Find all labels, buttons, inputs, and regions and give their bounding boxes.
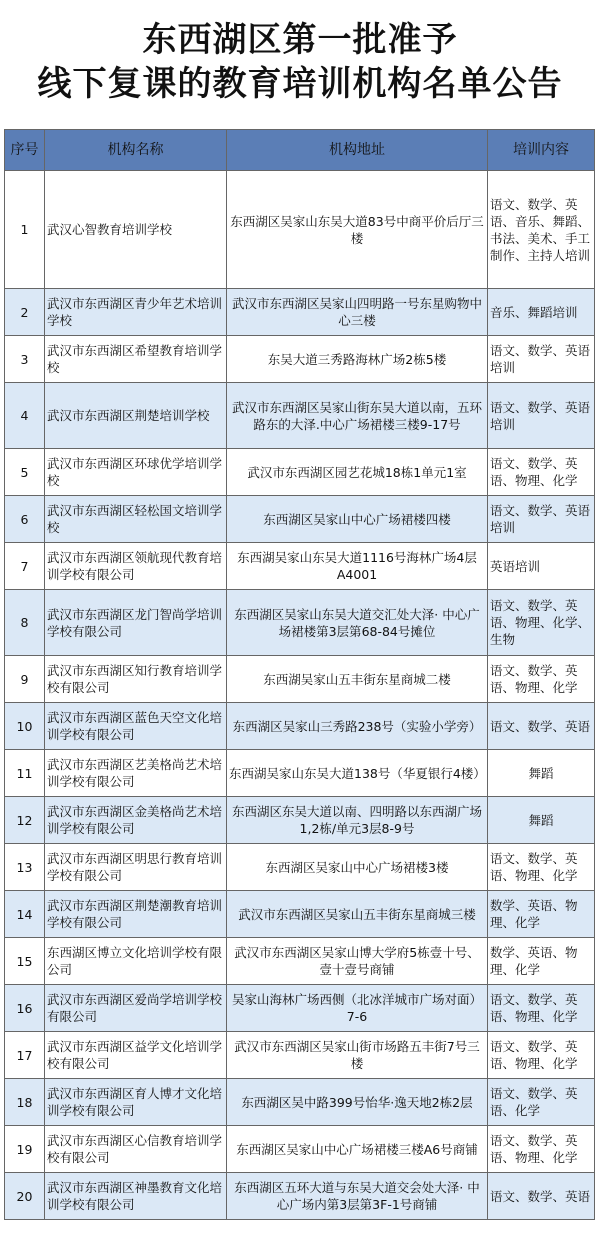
cell-seq: 11 [5, 750, 45, 797]
cell-name: 武汉市东西湖区希望教育培训学校 [45, 336, 227, 383]
cell-name: 武汉市东西湖区益学文化培训学校有限公司 [45, 1032, 227, 1079]
cell-seq: 5 [5, 449, 45, 496]
cell-address: 东西湖吴家山东吴大道1116号海林广场4层A4001 [227, 543, 488, 590]
header-seq: 序号 [5, 130, 45, 171]
cell-name: 武汉市东西湖区知行教育培训学校有限公司 [45, 656, 227, 703]
cell-address: 武汉市东西湖区吴家山街市场路五丰街7号三楼 [227, 1032, 488, 1079]
cell-seq: 3 [5, 336, 45, 383]
cell-address: 东西湖区吴家山东吴大道83号中商平价后厅三楼 [227, 171, 488, 289]
table-row [5, 750, 595, 797]
table-row [5, 891, 595, 938]
cell-content: 语文、数学、英语、物理、化学 [488, 985, 595, 1032]
cell-seq: 13 [5, 844, 45, 891]
cell-content: 英语培训 [488, 543, 595, 590]
cell-content: 语文、数学、英语、物理、化学 [488, 844, 595, 891]
cell-seq: 14 [5, 891, 45, 938]
cell-content: 语文、数学、英语、物理、化学 [488, 656, 595, 703]
cell-content: 语文、数学、英语、物理、化学 [488, 449, 595, 496]
notice-title [0, 0, 600, 118]
cell-name: 武汉市东西湖区明思行教育培训学校有限公司 [45, 844, 227, 891]
cell-address: 东西湖区五环大道与东吴大道交会处大泽· 中心广场内第3层第3F-1号商铺 [227, 1173, 488, 1220]
cell-address: 东吴大道三秀路海林广场2栋5楼 [227, 336, 488, 383]
cell-name: 武汉市东西湖区领航现代教育培训学校有限公司 [45, 543, 227, 590]
cell-seq: 8 [5, 590, 45, 656]
cell-address: 东西湖吴家山五丰街东星商城二楼 [227, 656, 488, 703]
table-row [5, 656, 595, 703]
table-header-row [5, 130, 595, 171]
cell-name: 武汉市东西湖区艺美格尚艺术培训学校有限公司 [45, 750, 227, 797]
cell-name: 武汉市东西湖区荆楚培训学校 [45, 383, 227, 449]
institution-table [4, 129, 595, 1220]
cell-name: 武汉市东西湖区育人博才文化培训学校有限公司 [45, 1079, 227, 1126]
cell-name: 武汉市东西湖区神墨教育文化培训学校有限公司 [45, 1173, 227, 1220]
cell-seq: 7 [5, 543, 45, 590]
cell-content: 语文、数学、英语、音乐、舞蹈、书法、美术、手工制作、主持人培训 [488, 171, 595, 289]
cell-seq: 20 [5, 1173, 45, 1220]
cell-content: 舞蹈 [488, 750, 595, 797]
table-row [5, 1126, 595, 1173]
cell-name: 武汉市东西湖区环球优学培训学校 [45, 449, 227, 496]
cell-seq: 15 [5, 938, 45, 985]
cell-name: 武汉市东西湖区轻松国文培训学校 [45, 496, 227, 543]
cell-content: 语文、数学、英语 [488, 703, 595, 750]
cell-address: 东西湖区吴家山东吴大道交汇处大泽· 中心广场裙楼第3层第68-84号摊位 [227, 590, 488, 656]
table-row [5, 590, 595, 656]
cell-seq: 2 [5, 289, 45, 336]
cell-address: 武汉市东西湖区吴家山四明路一号东星购物中心三楼 [227, 289, 488, 336]
cell-address: 武汉市东西湖区吴家山街东吴大道以南，五环路东的大泽.中心广场裙楼三楼9-17号 [227, 383, 488, 449]
table-row [5, 383, 595, 449]
cell-name: 武汉市东西湖区青少年艺术培训学校 [45, 289, 227, 336]
table-row [5, 938, 595, 985]
cell-address: 武汉市东西湖区吴家山博大学府5栋壹十号、壹十壹号商铺 [227, 938, 488, 985]
cell-content: 语文、数学、英语 [488, 1173, 595, 1220]
cell-seq: 18 [5, 1079, 45, 1126]
title-line-2: 线下复课的教育培训机构名单公告 [37, 64, 563, 104]
cell-seq: 1 [5, 171, 45, 289]
cell-content: 语文、数学、英语培训 [488, 383, 595, 449]
cell-address: 吴家山海林广场西侧（北冰洋城市广场对面）7-6 [227, 985, 488, 1032]
cell-address: 东西湖区东吴大道以南、四明路以东西湖广场1,2栋/单元3层8-9号 [227, 797, 488, 844]
cell-content: 数学、英语、物理、化学 [488, 938, 595, 985]
header-address: 机构地址 [227, 130, 488, 171]
cell-address: 东西湖区吴家山中心广场裙楼三楼A6号商铺 [227, 1126, 488, 1173]
cell-content: 音乐、舞蹈培训 [488, 289, 595, 336]
cell-seq: 10 [5, 703, 45, 750]
cell-address: 武汉市东西湖区吴家山五丰街东星商城三楼 [227, 891, 488, 938]
table-row [5, 449, 595, 496]
cell-name: 武汉市东西湖区金美格尚艺术培训学校有限公司 [45, 797, 227, 844]
table-row [5, 844, 595, 891]
header-content: 培训内容 [488, 130, 595, 171]
cell-seq: 19 [5, 1126, 45, 1173]
cell-address: 东西湖区吴家山中心广场裙楼3楼 [227, 844, 488, 891]
table-row [5, 985, 595, 1032]
cell-content: 语文、数学、英语培训 [488, 336, 595, 383]
cell-address: 东西湖区吴家山三秀路238号（实验小学旁） [227, 703, 488, 750]
cell-name: 武汉市东西湖区荆楚潮教育培训学校有限公司 [45, 891, 227, 938]
table-row [5, 797, 595, 844]
cell-content: 数学、英语、物理、化学 [488, 891, 595, 938]
cell-seq: 4 [5, 383, 45, 449]
cell-name: 武汉市东西湖区爱尚学培训学校有限公司 [45, 985, 227, 1032]
cell-address: 东西湖区吴中路399号怡华·逸天地2栋2层 [227, 1079, 488, 1126]
cell-name: 东西湖区博立文化培训学校有限公司 [45, 938, 227, 985]
cell-name: 武汉市东西湖区龙门智尚学培训学校有限公司 [45, 590, 227, 656]
cell-content: 语文、数学、英语培训 [488, 496, 595, 543]
table-row [5, 703, 595, 750]
cell-address: 东西湖区吴家山中心广场裙楼四楼 [227, 496, 488, 543]
cell-address: 东西湖吴家山东吴大道138号（华夏银行4楼） [227, 750, 488, 797]
title-line-1: 东西湖区第一批准予 [142, 20, 458, 60]
table-row [5, 171, 595, 289]
cell-address: 武汉市东西湖区园艺花城18栋1单元1室 [227, 449, 488, 496]
cell-name: 武汉心智教育培训学校 [45, 171, 227, 289]
table-row [5, 289, 595, 336]
cell-content: 语文、数学、英语、物理、化学 [488, 1032, 595, 1079]
cell-content: 语文、数学、英语、化学 [488, 1079, 595, 1126]
cell-content: 舞蹈 [488, 797, 595, 844]
cell-seq: 6 [5, 496, 45, 543]
cell-name: 武汉市东西湖区蓝色天空文化培训学校有限公司 [45, 703, 227, 750]
cell-content: 语文、数学、英语、物理、化学 [488, 1126, 595, 1173]
cell-name: 武汉市东西湖区心信教育培训学校有限公司 [45, 1126, 227, 1173]
table-row [5, 543, 595, 590]
table-body [5, 171, 595, 1220]
cell-content: 语文、数学、英语、物理、化学、生物 [488, 590, 595, 656]
cell-seq: 16 [5, 985, 45, 1032]
table-row [5, 336, 595, 383]
cell-seq: 12 [5, 797, 45, 844]
cell-seq: 9 [5, 656, 45, 703]
table-row [5, 1032, 595, 1079]
cell-seq: 17 [5, 1032, 45, 1079]
header-name: 机构名称 [45, 130, 227, 171]
table-row [5, 496, 595, 543]
table-row [5, 1173, 595, 1220]
table-row [5, 1079, 595, 1126]
